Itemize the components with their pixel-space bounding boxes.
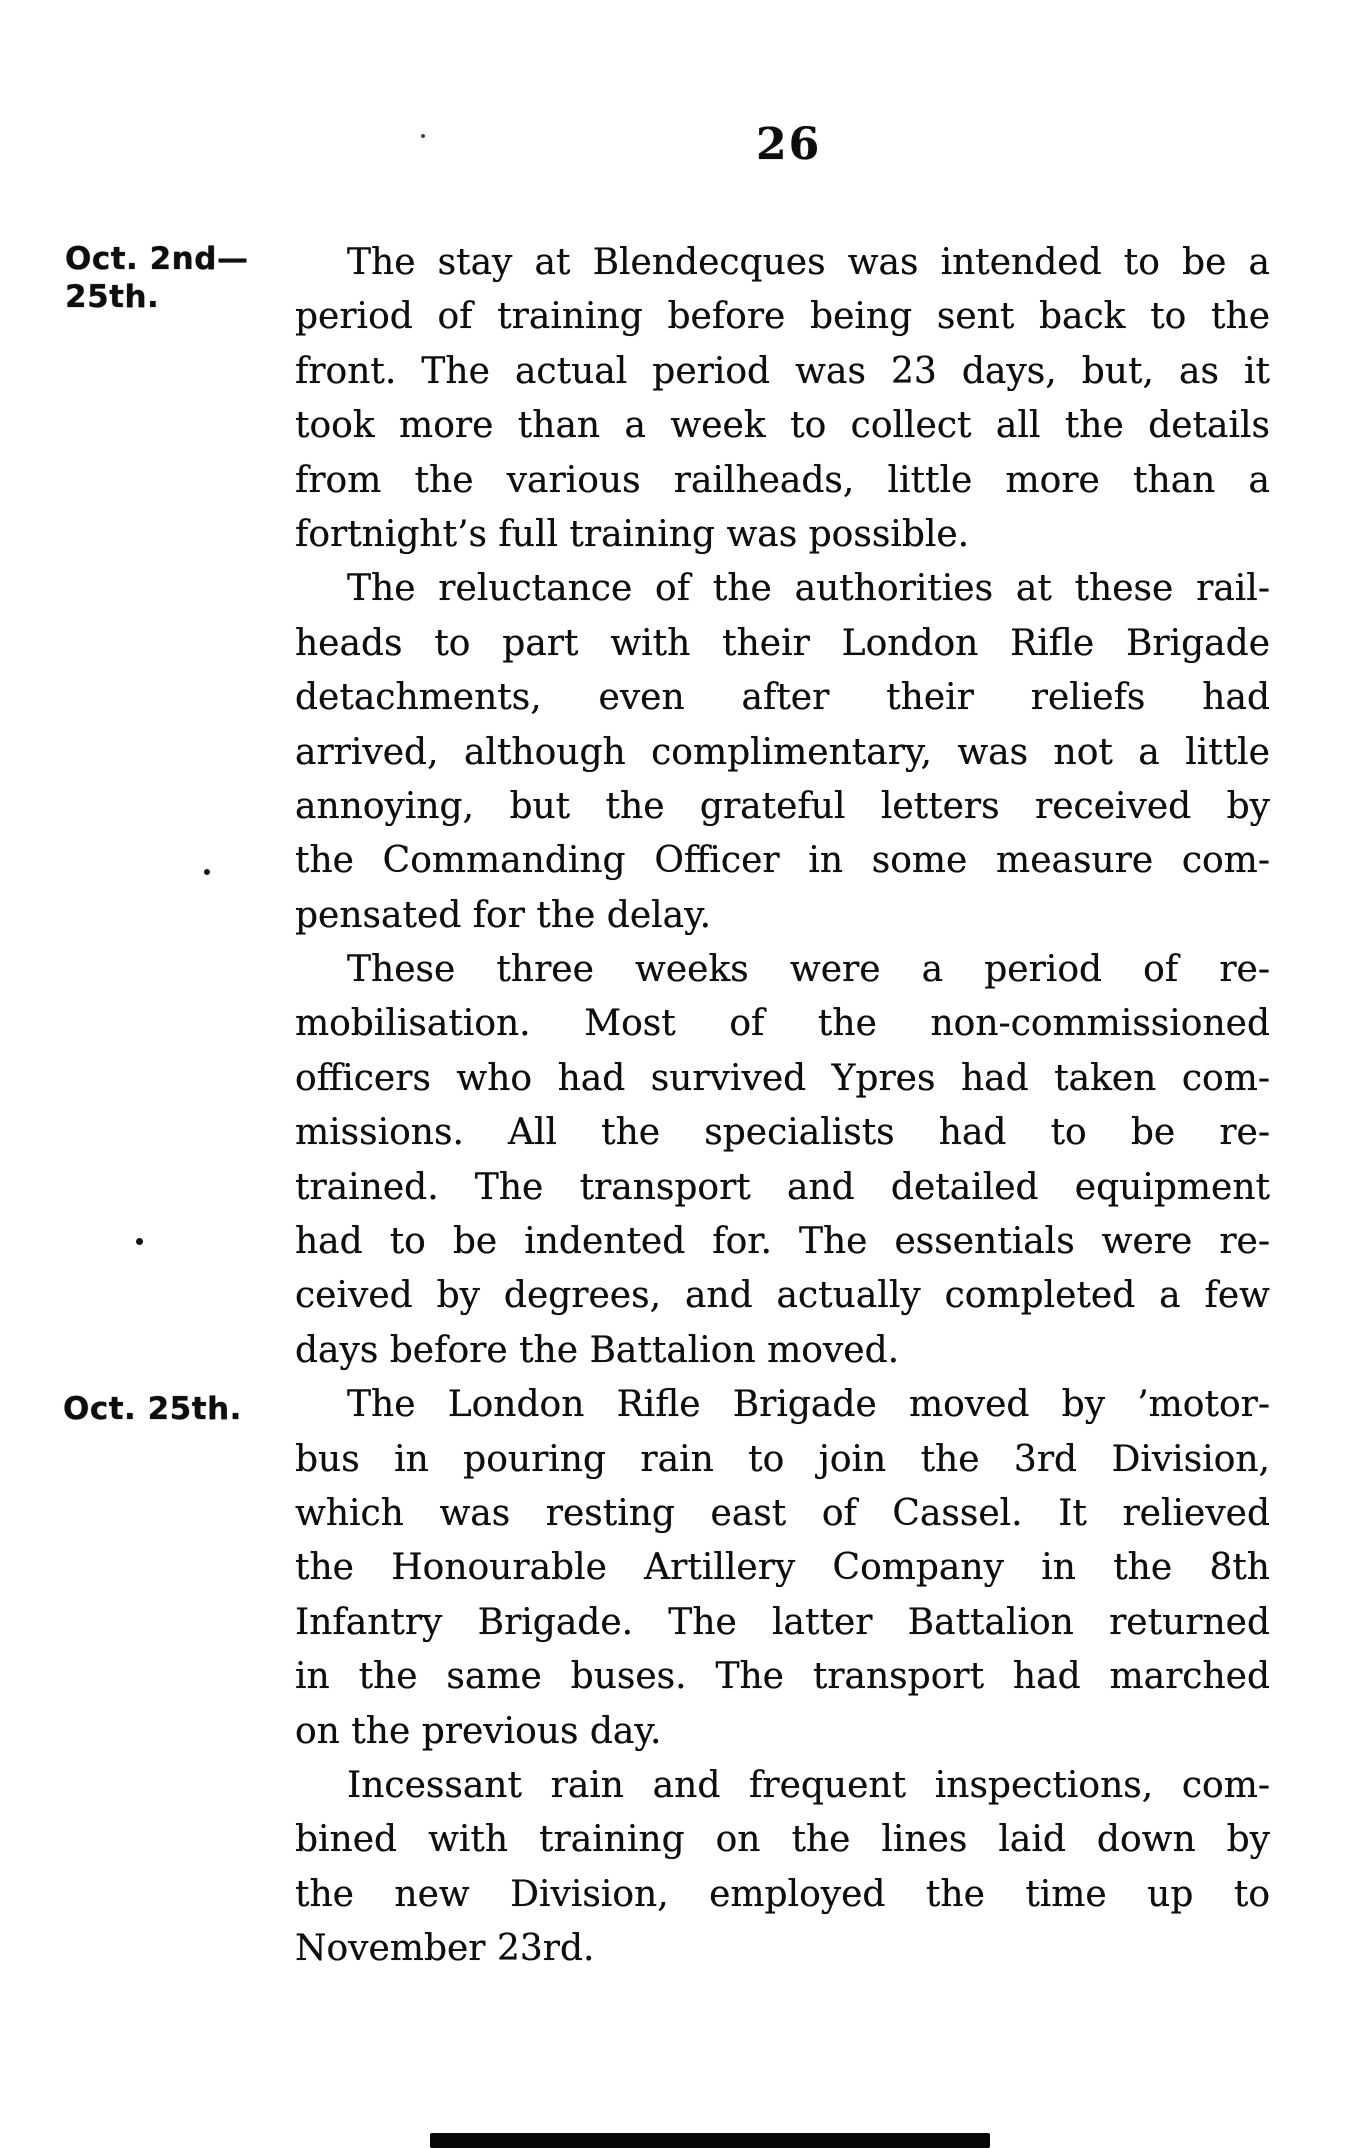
text-line: Incessant rain and frequent inspections, com-: [347, 1764, 1270, 1806]
text-line: took more than a week to collect all the details: [295, 405, 1270, 447]
text-line: front. The actual period was 23 days, but, as it: [295, 350, 1270, 392]
margin-note-line: 25th.: [65, 279, 160, 315]
text-line: mobilisation. Most of the non-commissioned: [295, 1003, 1270, 1045]
text-line: The stay at Blendecques was intended to be a: [347, 242, 1270, 283]
text-line: days before the Battalion moved.: [295, 1329, 900, 1371]
text-line: on the previous day.: [295, 1710, 662, 1752]
margin-note-oct-25th: Oct. 25th.: [63, 1391, 242, 1427]
text-line: fortnight’s full training was possible.: [295, 513, 970, 555]
text-line: period of training before being sent back to the: [295, 296, 1270, 338]
ink-speck: [136, 1238, 143, 1245]
text-line: bined with training on the lines laid down by: [295, 1819, 1270, 1861]
page-number: 26: [756, 119, 822, 170]
body-text-column: [295, 236, 1270, 1977]
text-line: arrived, although complimentary, was not a little: [295, 731, 1270, 773]
text-line: which was resting east of Cassel. It relieved: [295, 1492, 1270, 1534]
text-line: the Commanding Officer in some measure com-: [295, 840, 1270, 882]
text-line: pensated for the delay.: [295, 894, 712, 936]
text-line: November 23rd.: [295, 1928, 595, 1970]
text-line: in the same buses. The transport had marched: [295, 1656, 1270, 1698]
margin-note-line: Oct. 2nd—: [65, 241, 249, 277]
text-line: from the various railheads, little more than a: [295, 459, 1270, 501]
text-line: annoying, but the grateful letters received by: [295, 785, 1270, 827]
ink-speck: [204, 869, 210, 875]
text-line: bus in pouring rain to join the 3rd Division,: [295, 1438, 1270, 1480]
text-line: ceived by degrees, and actually completed a few: [295, 1275, 1270, 1317]
scan-edge-artifact-bar: [430, 2133, 990, 2148]
text-line: had to be indented for. The essentials were re-: [295, 1221, 1270, 1263]
text-line: the new Division, employed the time up to: [295, 1873, 1270, 1915]
ink-speck: [421, 134, 425, 138]
text-line: The London Rifle Brigade moved by ’motor-: [347, 1384, 1270, 1426]
text-line: officers who had survived Ypres had taken com-: [295, 1057, 1270, 1099]
text-line: trained. The transport and detailed equipment: [295, 1166, 1270, 1208]
text-line: heads to part with their London Rifle Brigade: [295, 622, 1270, 664]
text-line: missions. All the specialists had to be re-: [295, 1112, 1270, 1154]
text-line: Infantry Brigade. The latter Battalion returned: [295, 1601, 1270, 1643]
text-line: detachments, even after their reliefs had: [295, 677, 1270, 719]
text-line: The reluctance of the authorities at these rail-: [347, 568, 1270, 610]
text-line: the Honourable Artillery Company in the 8th: [295, 1547, 1270, 1589]
text-line: These three weeks were a period of re-: [347, 949, 1270, 991]
margin-note-oct-2nd-25th: [65, 240, 248, 316]
